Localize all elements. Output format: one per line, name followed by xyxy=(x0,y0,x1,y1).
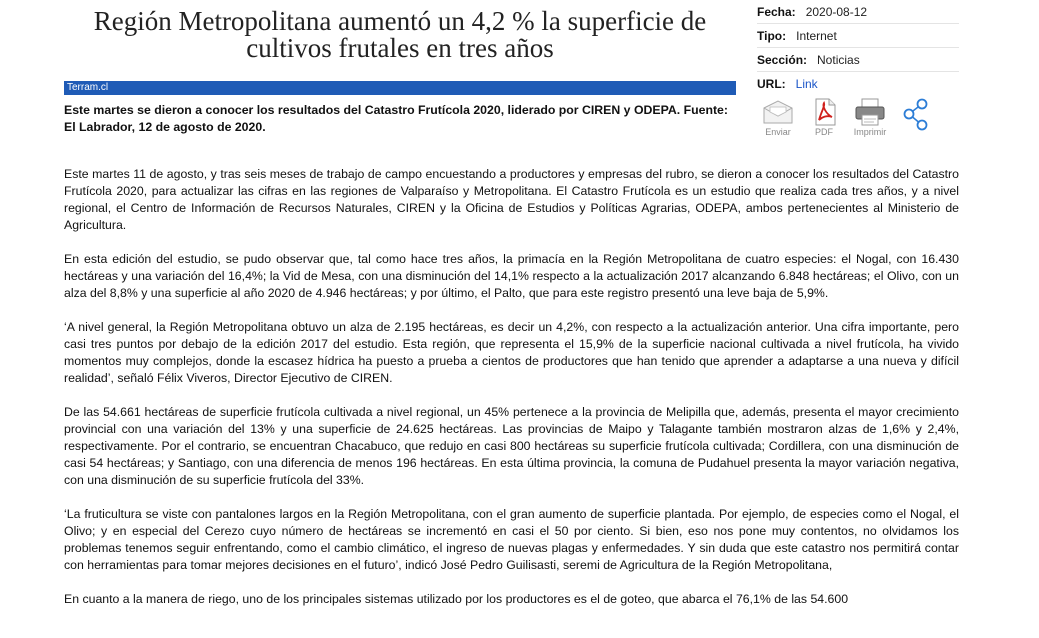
meta-date-value: 2020-08-12 xyxy=(805,4,868,19)
pdf-icon xyxy=(809,98,839,126)
pdf-label: PDF xyxy=(815,127,833,137)
meta-section xyxy=(757,48,959,72)
envelope-icon xyxy=(761,98,795,126)
action-icons xyxy=(760,98,934,137)
article-metadata xyxy=(757,0,959,95)
article-title: Región Metropolitana aumentó un 4,2 % la superficie de cultivos frutales en tres años xyxy=(93,6,707,63)
printer-icon xyxy=(853,98,887,126)
source-bar: Terram.cl xyxy=(64,81,736,95)
meta-type-value: Internet xyxy=(796,28,837,43)
meta-url-link[interactable]: Link xyxy=(795,76,818,91)
share-button[interactable] xyxy=(898,98,934,137)
article-paragraph: ‘La fruticultura se viste con pantalones largos en la Región Metropolitana, con el gran aumento de superficie plantada. Por ejemplo, de especies como el Nogal, el Olivo; y en especial del Cerezo cuyo número de hectáreas se incrementó en casi el 50 por ciento. Si bien, eso nos pone muy contentos, no olvidamos los problemas tenemos seguir enfrentando, como el cambio climático, el ingreso de nuevas plagas y enfermedades. Y sin duda que este catastro nos permitirá contar con herramientas para tomar mejores decisiones en el futuro’, indicó José Pedro Guilisasti, seremi de Agricultura de la Región Metropolitana, xyxy=(64,507,959,572)
meta-date-label: Fecha: xyxy=(757,4,796,19)
send-button[interactable] xyxy=(760,98,796,137)
meta-type-label: Tipo: xyxy=(757,28,787,43)
meta-url xyxy=(757,72,959,95)
meta-section-value: Noticias xyxy=(817,52,860,67)
article-paragraph: De las 54.661 hectáreas de superficie frutícola cultivada a nivel regional, un 45% pertenece a la provincia de Melipilla que, además, presenta el mayor crecimiento provincial con una variación del 13% y una superficie de 24.625 hectáreas. Las provincias de Maipo y Talagante también mostraron alzas de 1,6% y 2,4%, respectivamente. Por el contrario, se encuentran Chacabuco, que redujo en casi 800 hectáreas su superficie frutícola cultivada; Cordillera, con una disminución de casi 54 hectáreas; y Santiago, con una diferencia de menos 196 hectáreas. En esta última provincia, la comuna de Pudahuel presenta la mayor variación negativa, con una disminución de su superficie frutícola del 33%. xyxy=(64,405,959,487)
article-paragraph: Este martes 11 de agosto, y tras seis meses de trabajo de campo encuestando a productores y empresas del rubro, se dieron a conocer los resultados del Catastro Frutícola 2020, para actualizar las cifras en las regiones de Valparaíso y Metropolitana. El Catastro Frutícola es un estudio que realiza cada tres años, y a nivel regional, el Centro de Información de Recursos Naturales, CIREN y la Oficina de Estudios y Políticas Agrarias, ODEPA, ambos pertenecientes al Ministerio de Agricultura. xyxy=(64,167,959,232)
pdf-button[interactable] xyxy=(806,98,842,137)
article-body xyxy=(64,166,959,625)
meta-date xyxy=(757,0,959,24)
article-paragraph: En cuanto a la manera de riego, uno de los principales sistemas utilizado por los productores es el de goteo, que abarca el 76,1% de las 54.600 xyxy=(64,592,849,606)
meta-type xyxy=(757,24,959,48)
print-button[interactable] xyxy=(852,98,888,137)
article-lead: Este martes se dieron a conocer los resultados del Catastro Frutícola 2020, liderado por CIREN y ODEPA. Fuente: El Labrador, 12 de agosto de 2020. xyxy=(64,103,728,134)
print-label: Imprimir xyxy=(853,127,887,137)
meta-url-label: URL: xyxy=(757,76,786,91)
share-icon xyxy=(901,98,931,132)
article-paragraph: En esta edición del estudio, se pudo observar que, tal como hace tres años, la primacía en la Región Metropolitana de cuatro especies: el Nogal, con 16.430 hectáreas y una variación del 16,4%; la Vid de Mesa, con una disminución del 14,1% respecto a la actualización 2017 alcanzando 6.848 hectáreas; el Olivo, con un alza del 8,8% y una superficie al año 2020 de 4.946 hectáreas; y por último, el Palto, que para este registro presentó una leve baja de 5,9%. xyxy=(64,252,959,300)
send-label: Enviar xyxy=(765,127,791,137)
meta-section-label: Sección: xyxy=(757,52,808,67)
article-paragraph: ‘A nivel general, la Región Metropolitana obtuvo un alza de 2.195 hectáreas, es decir un 4,2%, con respecto a la actualización anterior. Una cifra importante, pero casi tres puntos por debajo de la edición 2017 del estudio. Esta región, que representa el 15,9% de la superficie nacional cultivada a nivel frutícola, ha vivido momentos muy complejos, donde la escasez hídrica ha puesto a prueba a cientos de productores que han tenido que aprender a adaptarse a una nueva y difícil realidad’, señaló Félix Viveros, Director Ejecutivo de CIREN. xyxy=(64,320,959,385)
